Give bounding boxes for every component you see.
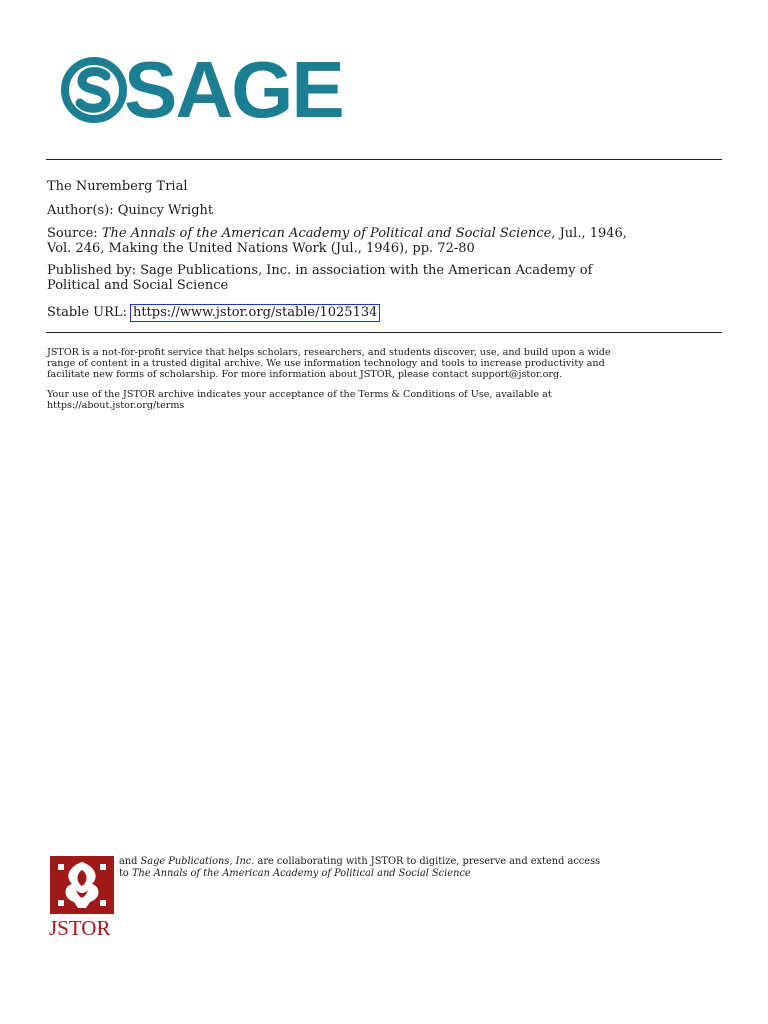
authors-value: Quincy Wright [117, 203, 214, 218]
source-label: Source: [47, 226, 98, 241]
stable-url-label: Stable URL: [47, 305, 127, 320]
collaboration-statement [119, 856, 719, 879]
terms-notice [47, 389, 727, 411]
published-line2: Political and Social Science [47, 278, 229, 293]
terms-line: Your use of the JSTOR archive indicates your acceptance of the Terms & Conditions of Use, available at [47, 389, 552, 400]
notice-line: range of content in a trusted digital archive. We use information technology and tools to increase productivity and [47, 358, 605, 369]
article-title: The Nuremberg Trial [47, 179, 188, 194]
stable-url-row [47, 304, 727, 322]
article-authors [47, 203, 727, 218]
stable-url-link[interactable]: https://www.jstor.org/stable/1025134 [130, 304, 380, 322]
collab-to: to [119, 867, 129, 879]
notice-line: facilitate new forms of scholarship. For more information about JSTOR, please contact support@jstor.org. [47, 369, 563, 380]
sage-logo-text: SAGE [124, 45, 343, 134]
terms-link[interactable]: https://about.jstor.org/terms [47, 400, 185, 411]
jstor-notice [47, 347, 727, 380]
authors-label: Author(s): [47, 203, 114, 218]
top-divider [46, 159, 722, 160]
collab-middle: are collaborating with JSTOR to digitize, preserve and extend access [257, 856, 601, 867]
notice-line: JSTOR is a not-for-profit service that helps scholars, researchers, and students discover, use, and build upon a wide [47, 347, 611, 358]
jstor-logo-text: JSTOR [49, 916, 111, 940]
collab-journal: The Annals of the American Academy of Political and Social Science [131, 867, 471, 879]
collab-publisher: Sage Publications, Inc. [140, 856, 255, 867]
published-label: Published by: [47, 263, 136, 278]
article-publisher [47, 263, 727, 293]
source-journal: The Annals of the American Academy of Political and Social Science [101, 226, 552, 241]
collab-prefix: and [119, 856, 138, 867]
source-volume: Vol. 246, Making the United Nations Work (Jul., 1946), pp. 72-80 [47, 241, 475, 256]
published-line1: Sage Publications, Inc. in association with the American Academy of [140, 263, 593, 278]
article-source [47, 226, 727, 256]
source-date: , Jul., 1946, [551, 226, 627, 241]
middle-divider [46, 332, 722, 333]
